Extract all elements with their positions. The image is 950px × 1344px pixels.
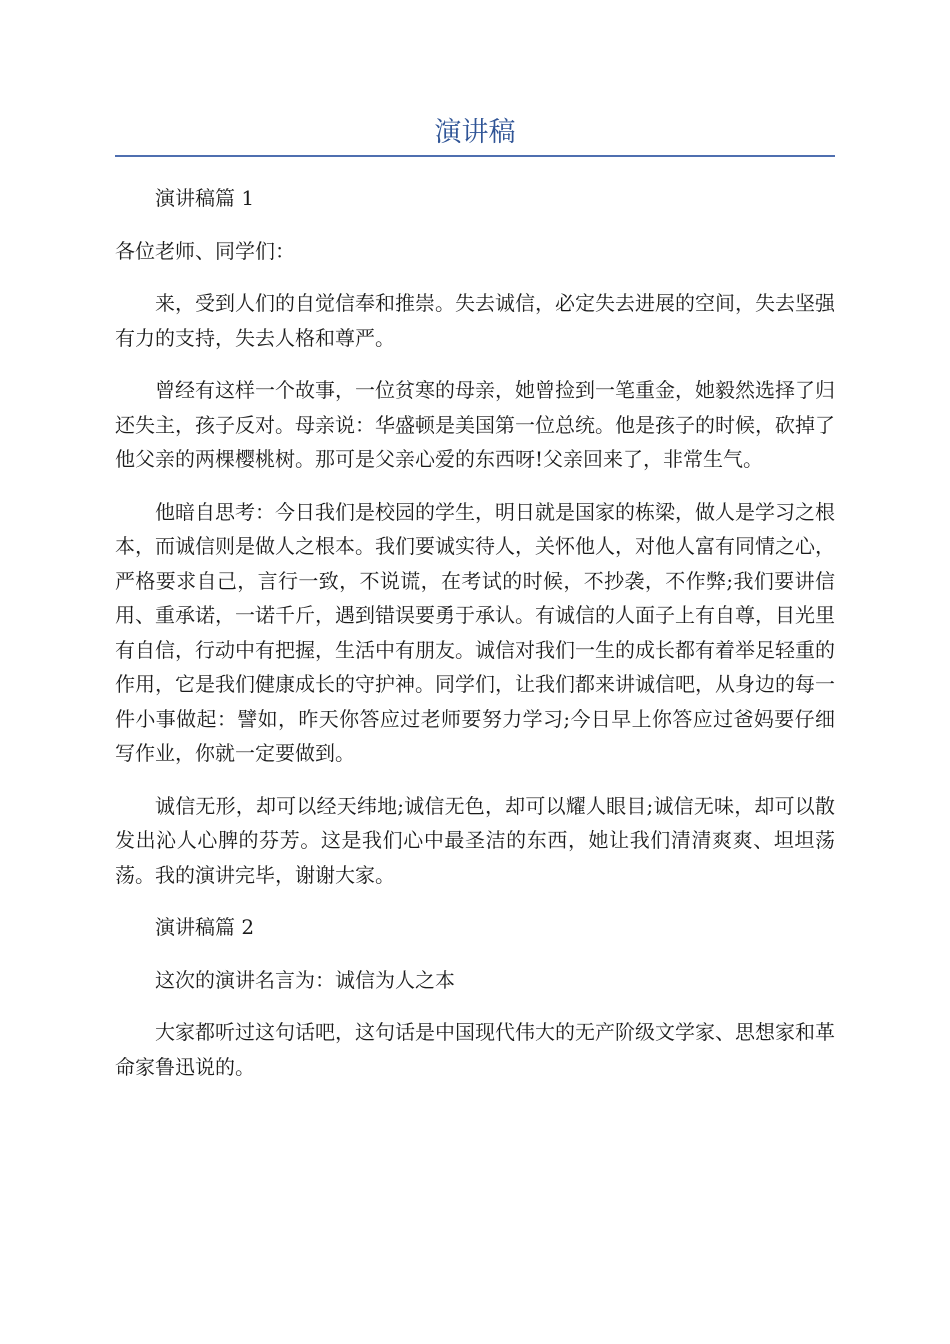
body-paragraph: 曾经有这样一个故事，一位贫寒的母亲，她曾捡到一笔重金，她毅然选择了归还失主，孩子反对。母亲说：华盛顿是美国第一位总统。他是孩子的时候，砍掉了他父亲的两棵樱桃树。那可是父亲心爱的东西呀!父亲回来了，非常生气。 bbox=[115, 378, 835, 471]
title-underline bbox=[115, 155, 835, 157]
document-title: 演讲稿 bbox=[434, 117, 516, 148]
salutation: 各位老师、同学们： bbox=[115, 238, 295, 263]
document-body bbox=[115, 181, 835, 1084]
document-page bbox=[115, 0, 835, 1102]
section-heading-2: 演讲稿篇 2 bbox=[155, 915, 255, 939]
body-paragraph: 来，受到人们的自觉信奉和推崇。失去诚信，必定失去进展的空间，失去坚强有力的支持，失去人格和尊严。 bbox=[115, 291, 835, 350]
body-paragraph: 他暗自思考：今日我们是校园的学生，明日就是国家的栋梁，做人是学习之根本，而诚信则是做人之根本。我们要诚实待人，关怀他人，对他人富有同情之心，严格要求自己，言行一致，不说谎，在考试的时候，不抄袭，不作弊;我们要讲信用、重承诺，一诺千斤，遇到错误要勇于承认。有诚信的人面子上有自尊，目光里有自信，行动中有把握，生活中有朋友。诚信对我们一生的成长都有着举足轻重的作用，它是我们健康成长的守护神。同学们，让我们都来讲诚信吧，从身边的每一件小事做起：譬如，昨天你答应过老师要努力学习;今日早上你答应过爸妈要仔细写作业，你就一定要做到。 bbox=[115, 499, 835, 765]
section-heading-1: 演讲稿篇 1 bbox=[155, 186, 255, 210]
body-paragraph: 这次的演讲名言为：诚信为人之本 bbox=[155, 967, 455, 992]
body-paragraph: 诚信无形，却可以经天纬地;诚信无色，却可以耀人眼目;诚信无味，却可以散发出沁人心脾的芬芳。这是我们心中最圣洁的东西，她让我们清清爽爽、坦坦荡荡。我的演讲完毕，谢谢大家。 bbox=[115, 793, 835, 887]
body-paragraph: 大家都听过这句话吧，这句话是中国现代伟大的无产阶级文学家、思想家和革命家鲁迅说的。 bbox=[115, 1020, 835, 1079]
